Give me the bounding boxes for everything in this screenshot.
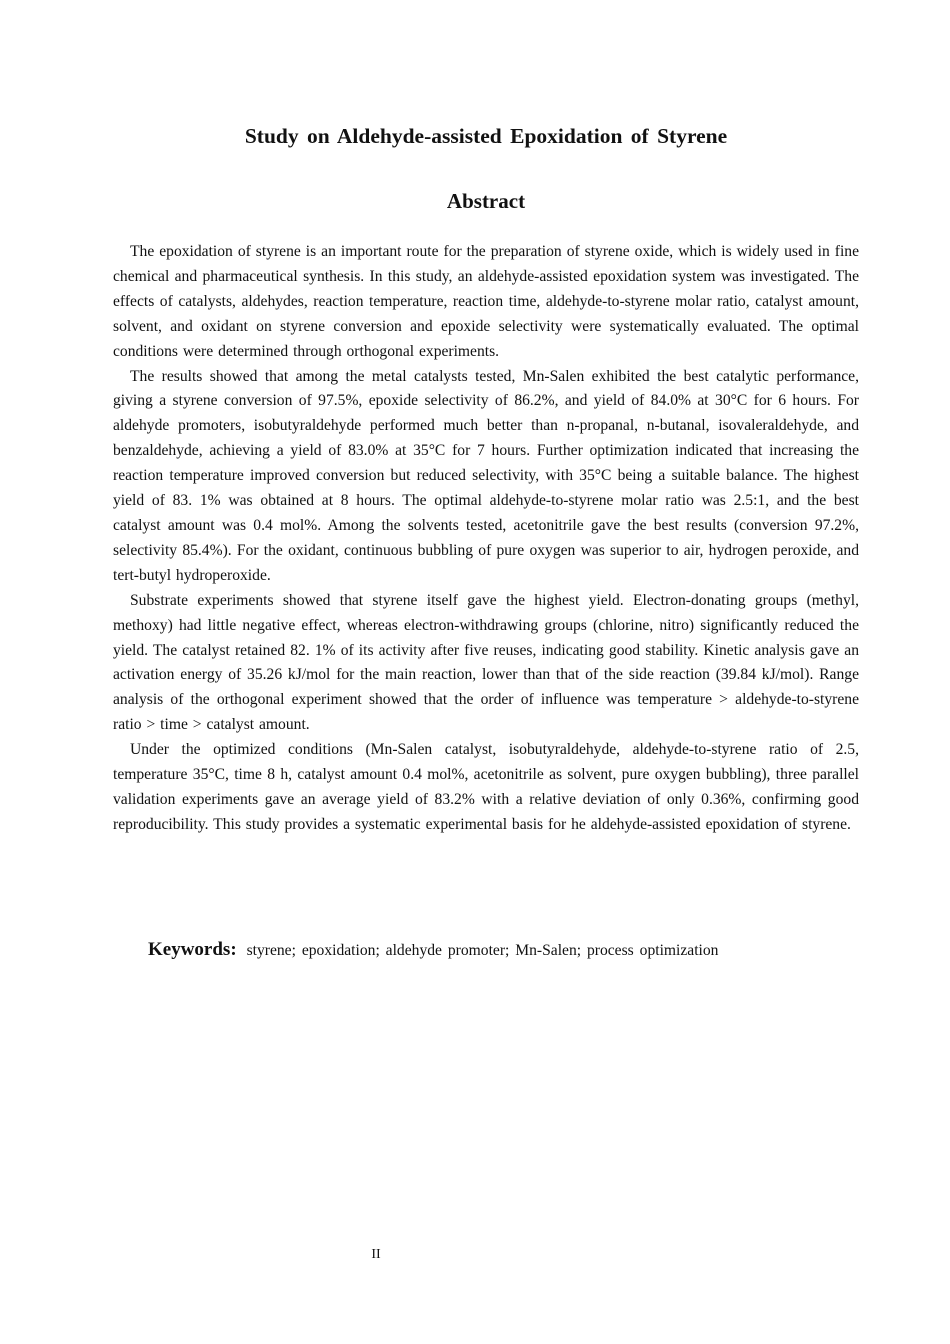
abstract-paragraph-1: The epoxidation of styrene is an important route for the preparation of styrene oxide, which is widely used in fine chemical and pharmaceutical synthesis. In this study, an aldehyde-assisted epoxidation system was investigated. The effects of catalysts, aldehydes, reaction temperature, reaction time, aldehyde-to-styrene molar ratio, catalyst amount, solvent, and oxidant on styrene conversion and epoxide selectivity were systematically evaluated. The optimal conditions were determined through orthogonal experiments. (113, 243, 859, 360)
keywords-label: Keywords: (148, 939, 237, 960)
page-number: II (371, 1247, 381, 1262)
abstract-paragraph-2: The results showed that among the metal catalysts tested, Mn-Salen exhibited the best catalytic performance, giving a styrene conversion of 97.5%, epoxide selectivity of 86.2%, and yield of 84.0% at 30°C for 6 hours. For aldehyde promoters, isobutyraldehyde performed much better than n-propanal, n-butanal, isovaleraldehyde, and benzaldehyde, achieving a yield of 83.0% at 35°C for 7 hours. Further optimization indicated that increasing the reaction temperature improved conversion but reduced selectivity, with 35°C being a suitable balance. The highest yield of 83. 1% was obtained at 8 hours. The optimal aldehyde-to-styrene molar ratio was 2.5:1, and the best catalyst amount was 0.4 mol%. Among the solvents tested, acetonitrile gave the best results (conversion 97.2%, selectivity 85.4%). For the oxidant, continuous bubbling of pure oxygen was superior to air, hydrogen peroxide, and tert-butyl hydroperoxide. (113, 367, 859, 584)
abstract-paragraph-4: Under the optimized conditions (Mn-Salen catalyst, isobutyraldehyde, aldehyde-to-styrene ratio of 2.5, temperature 35°C, time 8 h, catalyst amount 0.4 mol%, acetonitrile as solvent, pure oxygen bubbling), three parallel validation experiments gave an average yield of 83.2% with a relative deviation of only 0.36%, confirming good reproducibility. This study provides a systematic experimental basis for he aldehyde-assisted epoxidation of styrene. (113, 741, 859, 833)
keywords-text: styrene; epoxidation; aldehyde promoter; Mn-Salen; process optimization (246, 942, 719, 959)
abstract-heading: Abstract (446, 189, 526, 213)
abstract-body (113, 240, 859, 838)
abstract-paragraph-3: Substrate experiments showed that styrene itself gave the highest yield. Electron-donating groups (methyl, methoxy) had little negative effect, whereas electron-withdrawing groups (chlorine, nitro) significantly reduced the yield. The catalyst retained 82. 1% of its activity after five reuses, indicating good stability. Kinetic analysis gave an activation energy of 35.26 kJ/mol for the main reaction, lower than that of the side reaction (39.84 kJ/mol). Range analysis of the orthogonal experiment showed that the order of influence was temperature > aldehyde-to-styrene ratio > time > catalyst amount. (113, 591, 859, 734)
keywords-line (148, 939, 718, 961)
document-title: Study on Aldehyde-assisted Epoxidation of Styrene (244, 124, 728, 148)
